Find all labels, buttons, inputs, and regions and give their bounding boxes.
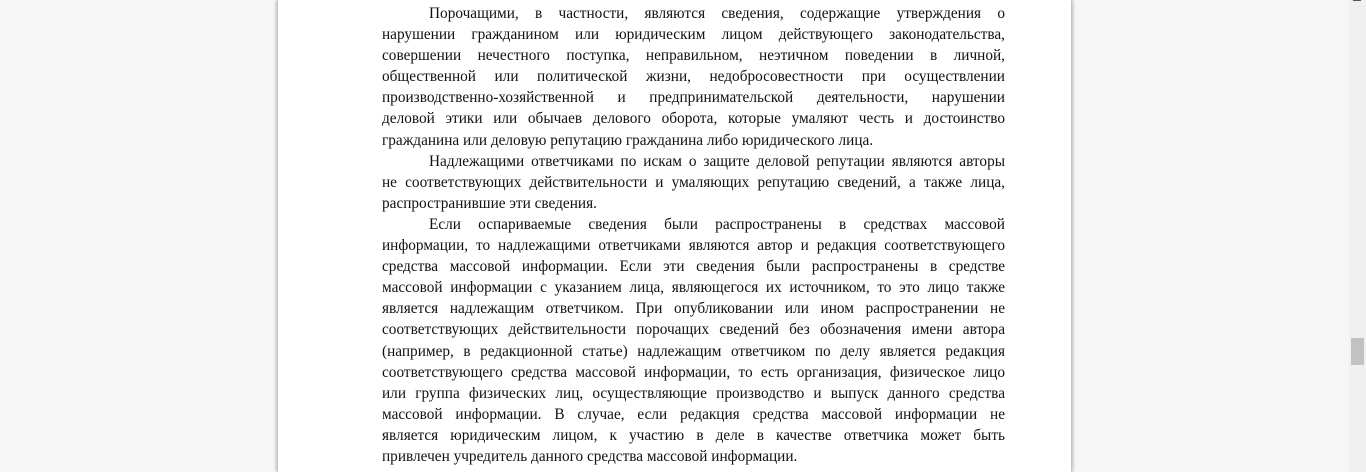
paragraph — [382, 151, 1005, 214]
document-page — [278, 0, 1071, 472]
scrollbar-thumb[interactable] — [1351, 338, 1364, 365]
text-line: совершении нечестного поступка, неправильном, неэтичном поведении в личной, — [382, 47, 1005, 65]
text-line: общественной или политической жизни, недобросовестности при осуществлении — [382, 68, 1005, 86]
text-line: массовой информации. В случае, если редакция средства массовой информации не — [382, 405, 1005, 423]
text-line: производственно-хозяйственной и предпринимательской деятельности, нарушении — [382, 89, 1005, 107]
text-line: массовой информации с указанием лица, являющегося их источником, то это лицо также — [382, 279, 1005, 297]
text-line: соответствующих действительности порочащих сведений без обозначения имени автора — [382, 321, 1005, 339]
text-line: соответствующего средства массовой информации, то есть организация, физическое лицо — [382, 363, 1005, 381]
text-line: Надлежащими ответчиками по искам о защите деловой репутации являются авторы — [429, 152, 1005, 170]
text-line: деловой этики или обычаев делового оборота, которые умаляют честь и достоинство — [382, 110, 1005, 128]
text-line: не соответствующих действительности и умаляющих репутацию сведений, а также лица, — [382, 173, 1005, 191]
text-line: информации, то надлежащими ответчиками являются автор и редакция соответствующего — [382, 237, 1005, 255]
text-line: (например, в редакционной статье) надлежащим ответчиком по делу является редакция — [382, 342, 1005, 360]
text-line: гражданина или деловую репутацию гражданина либо юридического лица. — [382, 131, 874, 149]
document-body — [382, 3, 1005, 467]
paragraph — [382, 3, 1005, 151]
text-line: или группа физических лиц, осуществляющие производство и выпуск данного средства — [382, 384, 1005, 402]
text-line: средства массовой информации. Если эти сведения были распространены в средстве — [382, 258, 1005, 276]
text-line: распространившие эти сведения. — [382, 194, 597, 212]
text-line: является юридическим лицом, к участию в деле в качестве ответчика может быть — [382, 426, 1005, 444]
paragraph — [382, 214, 1005, 467]
text-line: привлечен учредитель данного средства массовой информации. — [382, 447, 798, 465]
text-line: Порочащими, в частности, являются сведения, содержащие утверждения о — [429, 5, 1005, 22]
scroll-up-arrow-icon[interactable] — [1353, 0, 1361, 1]
text-line: является надлежащим ответчиком. При опубликовании или ином распространении не — [382, 300, 1005, 318]
text-line: Если оспариваемые сведения были распространены в средствах массовой — [429, 215, 1005, 233]
text-line: нарушении гражданином или юридическим лицом действующего законодательства, — [382, 26, 1005, 44]
vertical-scrollbar[interactable] — [1349, 0, 1366, 472]
